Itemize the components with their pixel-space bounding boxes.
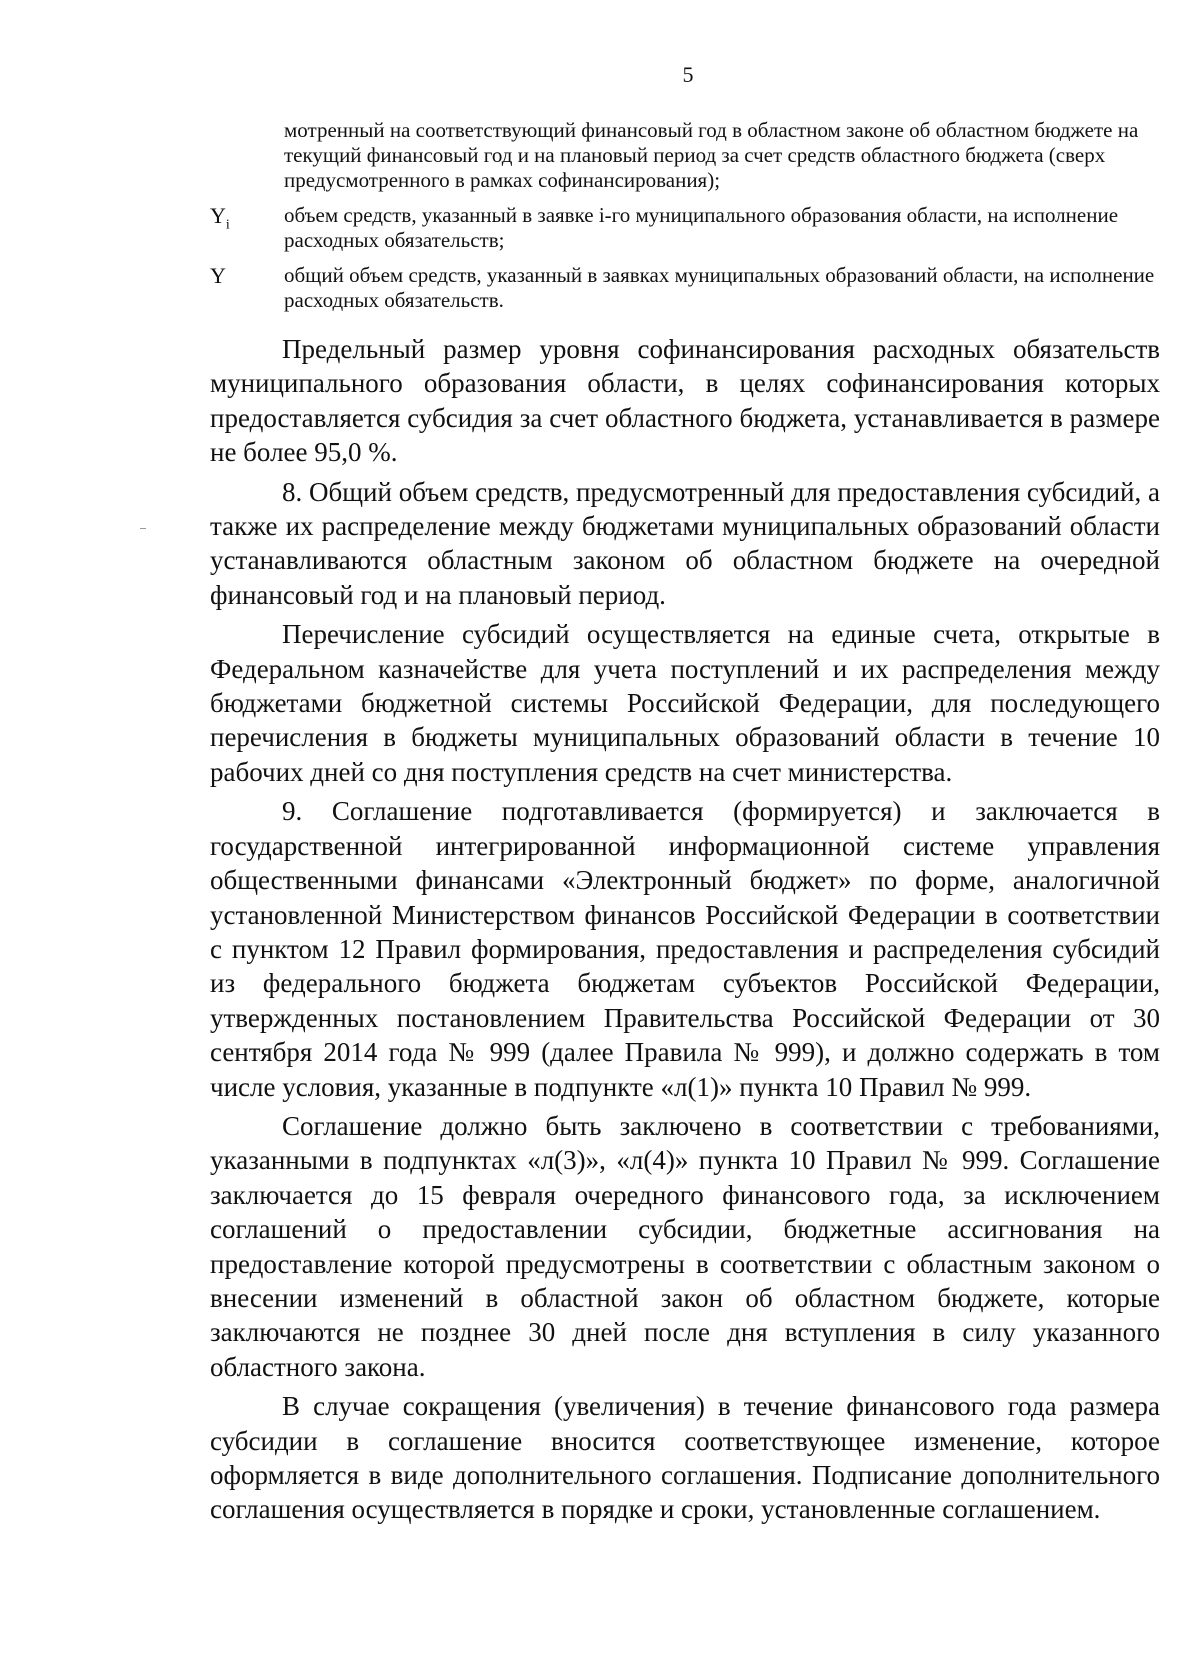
paragraph-transfer: Перечисление субсидий осуществляется на единые счета, открытые в Федеральном казначействе для учета поступлений и их распределения между бюджетами бюджетной системы Российской Федерации, для последующего перечисления в бюджеты муниципальных образований области в течение 10 рабочих дней со дня поступления средств на счет министерства. <box>210 619 1160 787</box>
paragraph-8: 8. Общий объем средств, предусмотренный для предоставления субсидий, а также их распределение между бюджетами муниципальных образований области устанавливаются областным законом об областном бюджете на очередной финансовый год и на плановый период. <box>210 476 1160 610</box>
definitions-list <box>212 118 1157 323</box>
definition-text: объем средств, указанный в заявке i-го муниципального образования области, на исполнение расходных обязательств; <box>284 203 1119 252</box>
paragraph-amendment: В случае сокращения (увеличения) в течение финансового года размера субсидии в соглашение вносится соответствующее изменение, которое оформляется в виде дополнительного соглашения. Подписание дополнительного соглашения осуществляется в порядке и сроки, установленные соглашением. <box>210 1391 1160 1525</box>
definition-row <box>212 118 1157 193</box>
definition-row <box>212 263 1157 313</box>
paragraph-agreement-requirements: Соглашение должно быть заключено в соответствии с требованиями, указанными в подпунктах «л(3)», «л(4)» пункта 10 Правил № 999. Соглашение заключается до 15 февраля очередного финансового года, за исключением соглашений о предоставлении субсидии, бюджетные ассигнования на предоставление которой предусмотрены в соответствии с областным законом о внесении изменений в областной закон об областном бюджете, которые заключаются не позднее 30 дней после дня вступления в силу указанного областного закона. <box>210 1110 1160 1382</box>
page-number: 5 <box>682 62 694 87</box>
margin-mark <box>140 528 146 529</box>
paragraph-cofinancing-limit: Предельный размер уровня софинансирования расходных обязательств муниципального образования области, в целях софинансирования которых предоставляется субсидия за счет областного бюджета, устанавливается в размере не более 95,0 %. <box>210 334 1160 468</box>
definition-symbol: Y <box>210 263 226 288</box>
paragraph-9: 9. Соглашение подготавливается (формируется) и заключается в государственной интегрированной информационной системе управления общественными финансами «Электронный бюджет» по форме, аналогичной установленной Министерством финансов Российской Федерации в соответствии с пунктом 12 Правил формирования, предоставления и распределения субсидий из федерального бюджета бюджетам субъектов Российской Федерации, утвержденных постановлением Правительства Российской Федерации от 30 сентября 2014 года № 999 (далее Правила № 999), и должно содержать в том числе условия, указанные в подпункте «л(1)» пункта 10 Правил № 999. <box>210 796 1160 1102</box>
definition-text: мотренный на соответствующий финансовый год в областном законе об областном бюджете на текущий финансовый год и на плановый период за счет средств областного бюджета (сверх предусмотренного в рамках софинансирования); <box>284 118 1139 192</box>
definition-row <box>212 203 1157 253</box>
definition-symbol: $Y_i$ <box>210 203 230 233</box>
document-body <box>210 332 1160 1532</box>
definition-text: общий объем средств, указанный в заявках муниципальных образований области, на исполнение расходных обязательств. <box>284 263 1155 312</box>
